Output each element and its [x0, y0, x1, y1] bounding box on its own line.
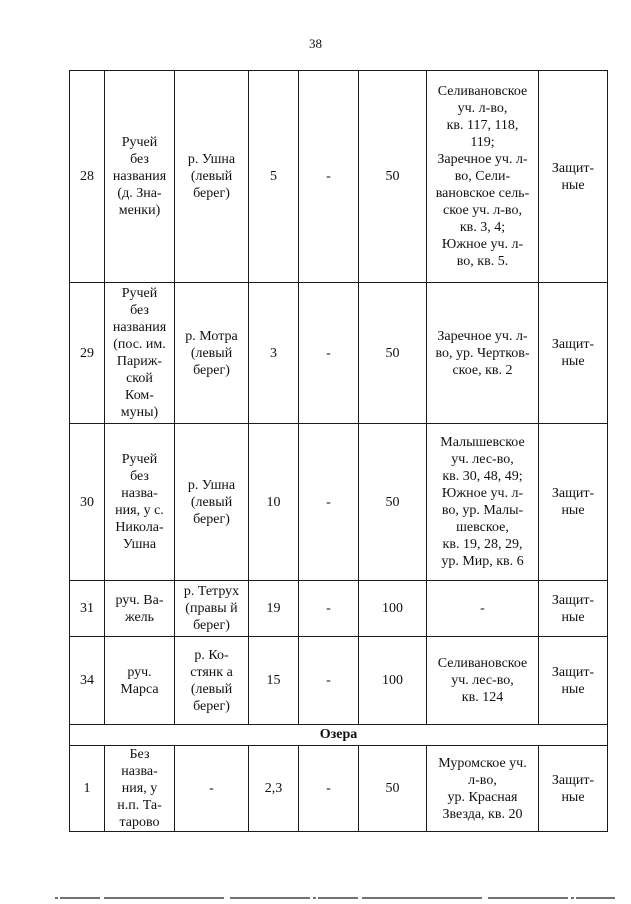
row-number: 28	[70, 71, 105, 283]
table-row	[70, 424, 608, 581]
scan-edge-artifact	[55, 895, 615, 901]
empty-value: -	[299, 71, 359, 283]
object-name: руч. Марса	[105, 637, 175, 725]
length-value: 5	[249, 71, 299, 283]
zone-width: 50	[359, 424, 427, 581]
forest-category: Защит- ные	[539, 424, 608, 581]
table-row	[70, 581, 608, 637]
forest-location: Селивановское уч. лес-во, кв. 124	[427, 637, 539, 725]
table-row	[70, 746, 608, 832]
zone-width: 50	[359, 71, 427, 283]
receiving-river: р. Ко- стянк а (левый берег)	[175, 637, 249, 725]
object-name: руч. Ва- жель	[105, 581, 175, 637]
receiving-river: р. Мотра (левый берег)	[175, 283, 249, 424]
length-value: 15	[249, 637, 299, 725]
section-header-row	[70, 725, 608, 746]
length-value: 2,3	[249, 746, 299, 832]
table-row	[70, 71, 608, 283]
length-value: 3	[249, 283, 299, 424]
zone-width: 100	[359, 637, 427, 725]
forest-location: Селивановское уч. л-во, кв. 117, 118, 119; Заречное уч. л- во, Сели- вановское сель- ское уч. л-во, кв. 3, 4; Южное уч. л- во, кв. 5.	[427, 71, 539, 283]
table-row	[70, 283, 608, 424]
object-name: Ручей без названия (пос. им. Париж- ской Ком- муны)	[105, 283, 175, 424]
zone-width: 50	[359, 283, 427, 424]
row-number: 1	[70, 746, 105, 832]
receiving-river: р. Ушна (левый берег)	[175, 424, 249, 581]
row-number: 29	[70, 283, 105, 424]
forest-category: Защит- ные	[539, 637, 608, 725]
receiving-river: р. Ушна (левый берег)	[175, 71, 249, 283]
forest-location: -	[427, 581, 539, 637]
empty-value: -	[299, 746, 359, 832]
object-name: Ручей без названия (д. Зна- менки)	[105, 71, 175, 283]
row-number: 31	[70, 581, 105, 637]
forest-category: Защит- ные	[539, 746, 608, 832]
forest-location: Муромское уч. л-во, ур. Красная Звезда, кв. 20	[427, 746, 539, 832]
forest-category: Защит- ные	[539, 581, 608, 637]
table-row	[70, 637, 608, 725]
empty-value: -	[299, 581, 359, 637]
row-number: 30	[70, 424, 105, 581]
empty-value: -	[299, 424, 359, 581]
object-name: Ручей без назва- ния, у с. Никола- Ушна	[105, 424, 175, 581]
page-number: 38	[309, 36, 322, 51]
zone-width: 50	[359, 746, 427, 832]
receiving-river: р. Тетрух (правы й берег)	[175, 581, 249, 637]
forest-category: Защит- ные	[539, 71, 608, 283]
zone-width: 100	[359, 581, 427, 637]
forest-location: Малышевское уч. лес-во, кв. 30, 48, 49; Южное уч. л- во, ур. Малы- шевское, кв. 19, 28, 29, ур. Мир, кв. 6	[427, 424, 539, 581]
forest-category: Защит- ные	[539, 283, 608, 424]
length-value: 19	[249, 581, 299, 637]
receiving-river: -	[175, 746, 249, 832]
length-value: 10	[249, 424, 299, 581]
row-number: 34	[70, 637, 105, 725]
protective-zones-table	[69, 70, 608, 832]
object-name: Без назва- ния, у н.п. Та- тарово	[105, 746, 175, 832]
section-header-lakes: Озера	[70, 725, 608, 746]
forest-location: Заречное уч. л- во, ур. Чертков- ское, кв. 2	[427, 283, 539, 424]
empty-value: -	[299, 283, 359, 424]
empty-value: -	[299, 637, 359, 725]
